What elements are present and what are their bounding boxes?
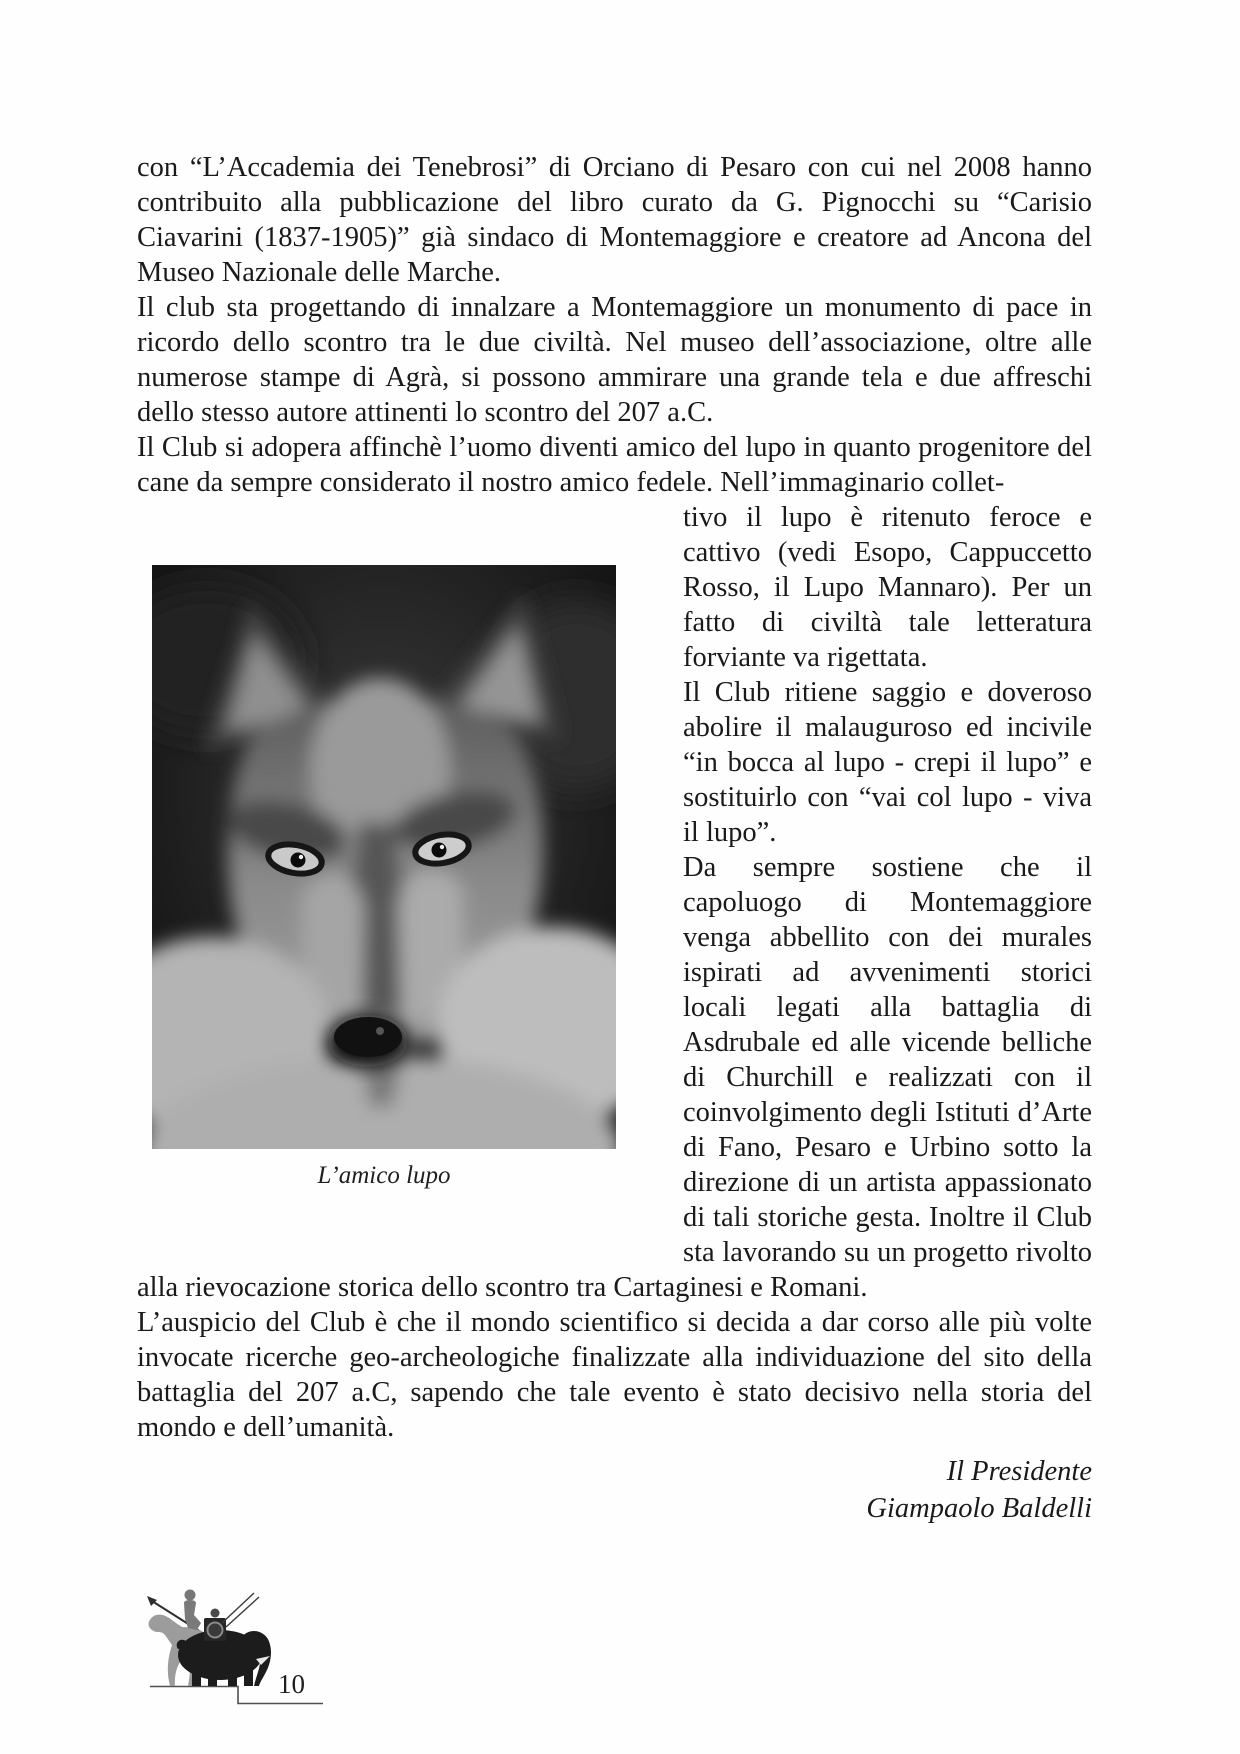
wolf-figure — [152, 565, 616, 1191]
wolf-photo — [152, 565, 616, 1149]
signature-name: Giampaolo Baldelli — [866, 1493, 1092, 1524]
signature-block — [137, 1453, 1092, 1527]
paragraph-lupo-wrap: tivo il lupo è ritenuto feroce e cattivo (vedi Esopo, Cappuccetto Rosso, il Lupo Mannaro). Per un fatto di civiltà tale letteratura forviante va rigettata. — [683, 502, 1092, 673]
photo-caption: L’amico lupo — [317, 1162, 451, 1189]
paragraph-monumento: Il club sta progettando di innalzare a Montemaggiore un monumento di pace in ricordo dello scontro tra le due civiltà. Nel museo dell’associazione, oltre alle numerose stampe di Agrà, si possono ammirare una grande tela e due affreschi dello stesso autore attinenti lo scontro del 207 a.C. — [137, 292, 1092, 428]
paragraph-bocca-al-lupo: Il Club ritiene saggio e doveroso abolire il malauguroso ed incivile “in bocca al lupo - crepi il lupo” e sostituirlo con “vai col lupo - viva il lupo”. — [683, 677, 1092, 848]
paragraph-murales: Da sempre sostiene che il capoluogo di Montemaggiore venga abbellito con dei murales ispirati ad avvenimenti storici locali legati alla battaglia di Asdrubale ed alle vicende belliche di Churchill e realizzati con il coinvolgimento degli Istituti d’Arte di Fano, Pesaro e Urbino sotto la direzione di un artista appassionato di tali storiche gesta. Inoltre il Club sta lavorando su un progetto rivolto alla rievocazione storica dello scontro tra Cartaginesi e Romani. — [137, 852, 1092, 1303]
war-elephant-illustration — [130, 1575, 340, 1707]
paragraph-accademia: con “L’Accademia dei Tenebrosi” di Orciano di Pesaro con cui nel 2008 hanno contribuito alla pubblicazione del libro curato da G. Pignocchi su “Carisio Ciavarini (1837-1905)” già sindaco di Montemaggiore e creatore ad Ancona del Museo Nazionale delle Marche. — [137, 152, 1092, 288]
signature-role: Il Presidente — [946, 1456, 1092, 1487]
paragraph-lupo-intro: Il Club si adopera affinchè l’uomo diventi amico del lupo in quanto progenitore del cane da sempre considerato il nostro amico fedele. Nell’immaginario collet- — [137, 432, 1092, 498]
page-number: 10 — [278, 1669, 305, 1699]
paragraph-auspicio: L’auspicio del Club è che il mondo scientifico si decida a dar corso alle più volte invocate ricerche geo-archeologiche finalizzate alla individuazione del sito della battaglia del 207 a.C, sapendo che tale evento è stato decisivo nella storia del mondo e dell’umanità. — [137, 1307, 1092, 1443]
